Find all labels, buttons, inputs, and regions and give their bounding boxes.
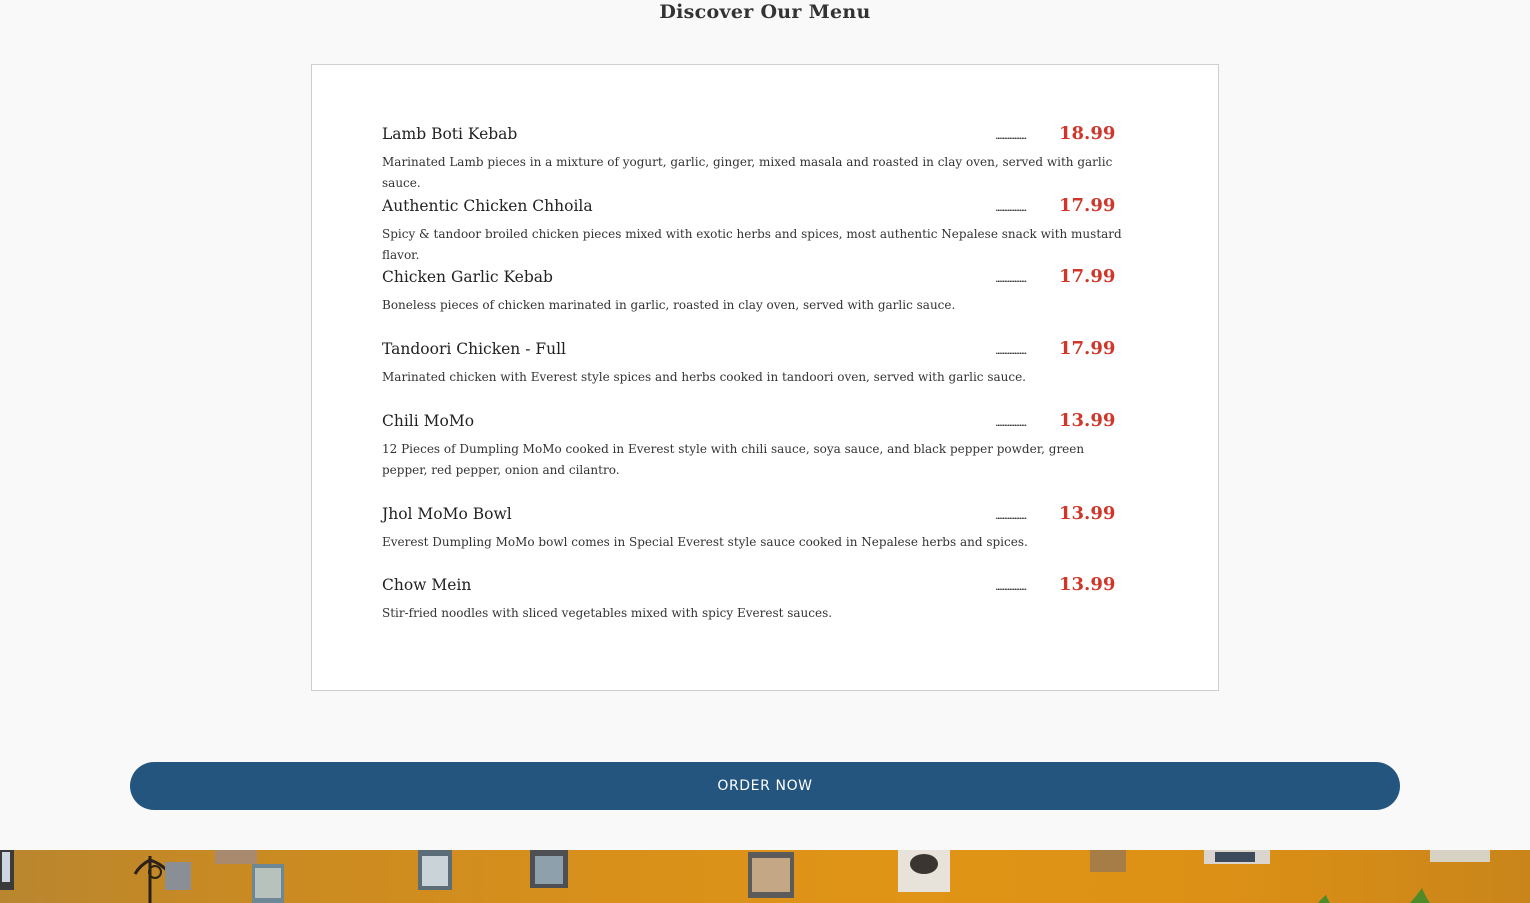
menu-item-description: 12 Pieces of Dumpling MoMo cooked in Everest style with chili sauce, soya sauce, and black pepper powder, green pepper, red pepper, onion and cilantro. xyxy=(382,442,1085,477)
menu-item-name: Lamb Boti Kebab xyxy=(382,125,518,143)
menu-card xyxy=(311,64,1219,691)
order-now-button[interactable]: ORDER NOW xyxy=(130,762,1400,810)
menu-item-price: 13.99 xyxy=(1059,574,1116,595)
menu-item-name: Chili MoMo xyxy=(382,412,475,430)
dot-leader: .................. xyxy=(995,272,1026,285)
menu-item-description: Marinated Lamb pieces in a mixture of yogurt, garlic, ginger, mixed masala and roasted in clay oven, served with garlic sauce. xyxy=(382,155,1113,190)
menu-item-name: Authentic Chicken Chhoila xyxy=(382,197,593,215)
dot-leader: .................. xyxy=(995,129,1026,142)
dot-leader: .................. xyxy=(995,580,1026,593)
menu-item-price: 13.99 xyxy=(1059,410,1116,431)
restaurant-interior-photo xyxy=(0,850,1530,903)
dot-leader: .................. xyxy=(995,201,1026,214)
menu-item-description: Spicy & tandoor broiled chicken pieces mixed with exotic herbs and spices, most authentic Nepalese snack with mustard flavor. xyxy=(382,227,1122,262)
menu-item-name: Chow Mein xyxy=(382,576,472,594)
menu-item-price: 17.99 xyxy=(1059,338,1116,359)
dot-leader: .................. xyxy=(995,344,1026,357)
menu-item-price: 17.99 xyxy=(1059,266,1116,287)
interior-photo-illustration xyxy=(0,850,1530,903)
menu-item-description: Stir-fried noodles with sliced vegetables mixed with spicy Everest sauces. xyxy=(382,606,833,620)
menu-item-name: Tandoori Chicken - Full xyxy=(382,340,567,358)
menu-item-description: Marinated chicken with Everest style spices and herbs cooked in tandoori oven, served with garlic sauce. xyxy=(382,370,1026,384)
menu-item-name: Jhol MoMo Bowl xyxy=(382,505,512,523)
menu-item-name: Chicken Garlic Kebab xyxy=(382,268,553,286)
menu-item-price: 18.99 xyxy=(1059,123,1116,144)
dot-leader: .................. xyxy=(995,509,1026,522)
menu-item-description: Everest Dumpling MoMo bowl comes in Special Everest style sauce cooked in Nepalese herbs and spices. xyxy=(382,535,1028,549)
menu-item-price: 13.99 xyxy=(1059,503,1116,524)
menu-item-price: 17.99 xyxy=(1059,195,1116,216)
section-heading: Discover Our Menu xyxy=(659,1,871,23)
menu-item-description: Boneless pieces of chicken marinated in garlic, roasted in clay oven, served with garlic sauce. xyxy=(382,298,956,312)
dot-leader: .................. xyxy=(995,416,1026,429)
